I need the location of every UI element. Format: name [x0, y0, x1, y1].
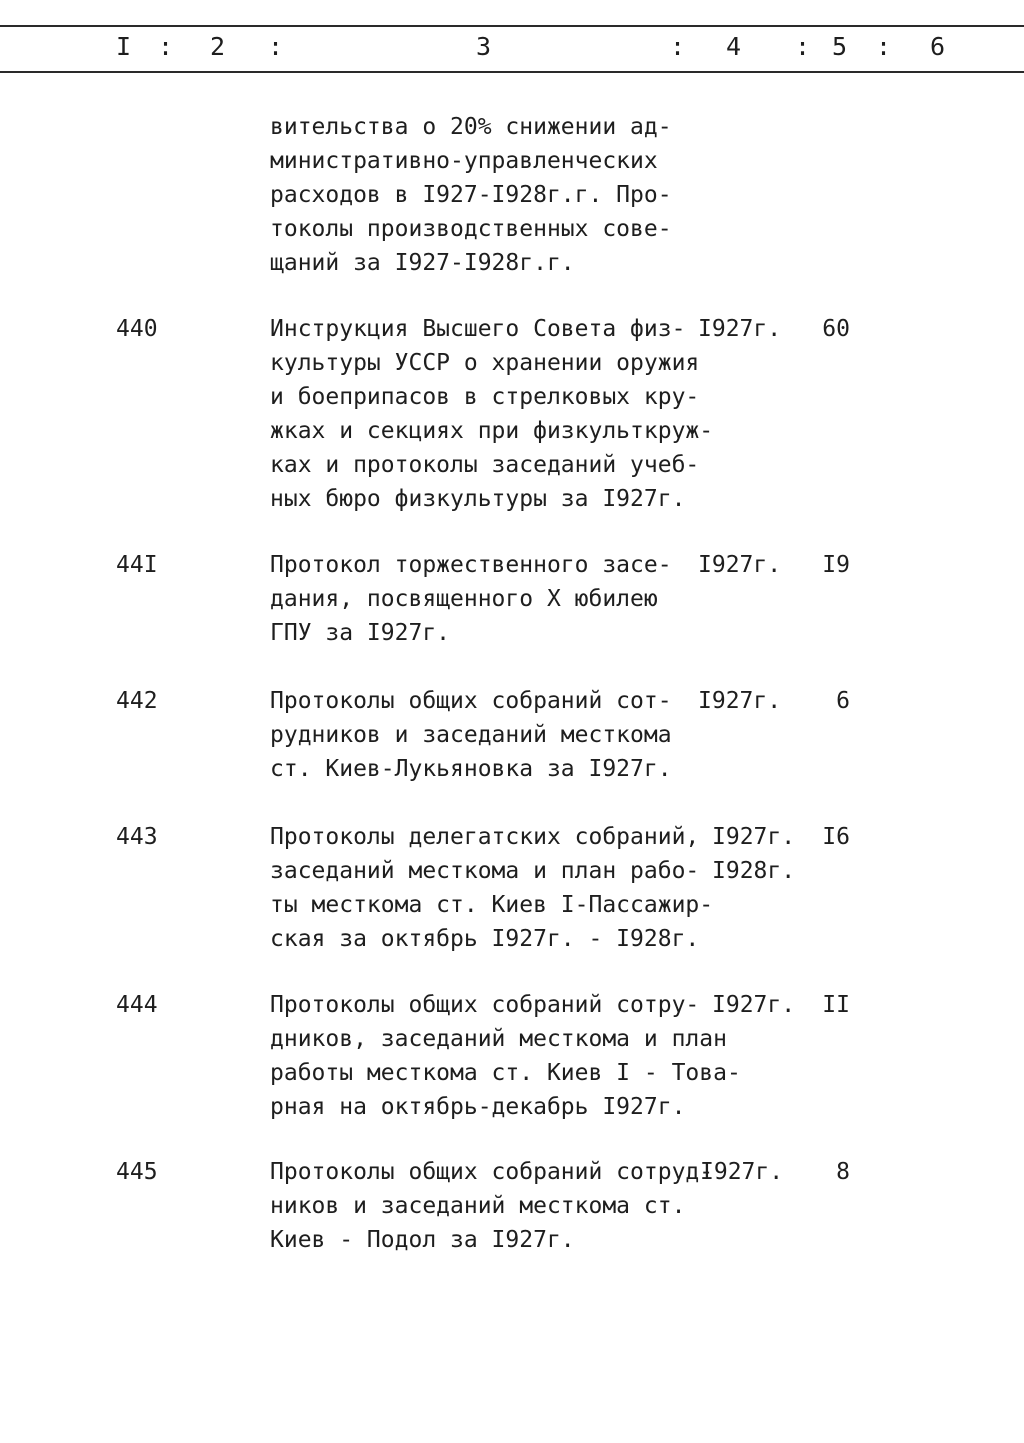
entry-number: 445 — [116, 1159, 158, 1185]
entry-sheet-count: 8 — [836, 1159, 850, 1185]
description-line: и боеприпасов в стрелковых кру- — [270, 384, 700, 410]
col-header-1: I — [116, 32, 132, 61]
col-separator-3: : — [670, 32, 686, 61]
entry-dates — [712, 988, 795, 1022]
description-line: расходов в I927-I928г.г. Про- — [270, 182, 672, 208]
header-top-rule — [0, 25, 1024, 27]
description-line: Киев - Подол за I927г. — [270, 1227, 575, 1253]
description-line: заседаний месткома и план рабо- — [270, 858, 700, 884]
entry-number: 440 — [116, 316, 158, 342]
entry-sheet-count: 60 — [822, 316, 850, 342]
continuation-description — [270, 110, 672, 280]
col-separator-1: : — [158, 32, 174, 61]
description-line: Протоколы общих собраний сот- — [270, 688, 672, 714]
entry-description — [270, 684, 672, 786]
entry-description — [270, 312, 713, 516]
col-header-5: 5 — [832, 32, 848, 61]
description-line: работы месткома ст. Киев I - Това- — [270, 1060, 741, 1086]
description-line: ская за октябрь I927г. - I928г. — [270, 926, 700, 952]
description-line: дников, заседаний месткома и план — [270, 1026, 727, 1052]
entry-sheet-count: II — [822, 992, 850, 1018]
description-line: ст. Киев-Лукьяновка за I927г. — [270, 756, 672, 782]
entry-date: I927г. — [712, 992, 796, 1018]
description-line: жках и секциях при физкульткруж- — [270, 418, 714, 444]
description-line: ты месткома ст. Киев I-Пассажир- — [270, 892, 714, 918]
col-header-4: 4 — [726, 32, 742, 61]
description-line: ных бюро физкультуры за I927г. — [270, 486, 686, 512]
description-line: ГПУ за I927г. — [270, 620, 451, 646]
description-line: Протоколы общих собраний сотру- — [270, 992, 700, 1018]
col-header-2: 2 — [210, 32, 226, 61]
description-line: рудников и заседаний месткома — [270, 722, 672, 748]
entry-sheet-count: 6 — [836, 688, 850, 714]
description-line: Протокол торжественного засе- — [270, 552, 672, 578]
entry-date: I927г. — [698, 688, 782, 714]
entry-dates — [712, 820, 795, 888]
description-line: дания, посвященного X юбилею — [270, 586, 658, 612]
col-header-6: 6 — [930, 32, 946, 61]
description-line: токолы производственных сове- — [270, 216, 672, 242]
description-line: ников и заседаний месткома ст. — [270, 1193, 686, 1219]
description-line: рная на октябрь-декабрь I927г. — [270, 1094, 686, 1120]
description-line: вительства о 20% снижении ад- — [270, 114, 672, 140]
entry-description — [270, 548, 672, 650]
entry-description — [270, 1155, 713, 1257]
description-line: Протоколы делегатских собраний, — [270, 824, 700, 850]
description-line: Протоколы общих собраний сотруд- — [270, 1159, 714, 1185]
entry-number: 44I — [116, 552, 158, 578]
entry-sheet-count: I9 — [822, 552, 850, 578]
description-line: министративно-управленческих — [270, 148, 658, 174]
entry-date: I928г. — [712, 858, 796, 884]
description-line: культуры УССР о хранении оружия — [270, 350, 700, 376]
entry-number: 444 — [116, 992, 158, 1018]
entry-dates — [698, 312, 781, 346]
entry-date: I927г. — [698, 552, 782, 578]
description-line: щаний за I927-I928г.г. — [270, 250, 575, 276]
col-separator-4: : — [795, 32, 811, 61]
entry-number: 443 — [116, 824, 158, 850]
entry-date: I927г. — [698, 316, 782, 342]
entry-sheet-count: I6 — [822, 824, 850, 850]
entry-date: I927г. — [700, 1159, 784, 1185]
entry-description — [270, 820, 713, 956]
col-separator-2: : — [268, 32, 284, 61]
description-line: Инструкция Высшего Совета физ- — [270, 316, 686, 342]
entry-date: I927г. — [712, 824, 796, 850]
col-header-3: 3 — [476, 32, 492, 61]
entry-dates — [698, 548, 781, 582]
col-separator-5: : — [876, 32, 892, 61]
entry-number: 442 — [116, 688, 158, 714]
description-line: ках и протоколы заседаний учеб- — [270, 452, 700, 478]
entry-description — [270, 988, 741, 1124]
header-bottom-rule — [0, 71, 1024, 73]
entry-dates — [698, 684, 781, 718]
entry-dates — [700, 1155, 783, 1189]
